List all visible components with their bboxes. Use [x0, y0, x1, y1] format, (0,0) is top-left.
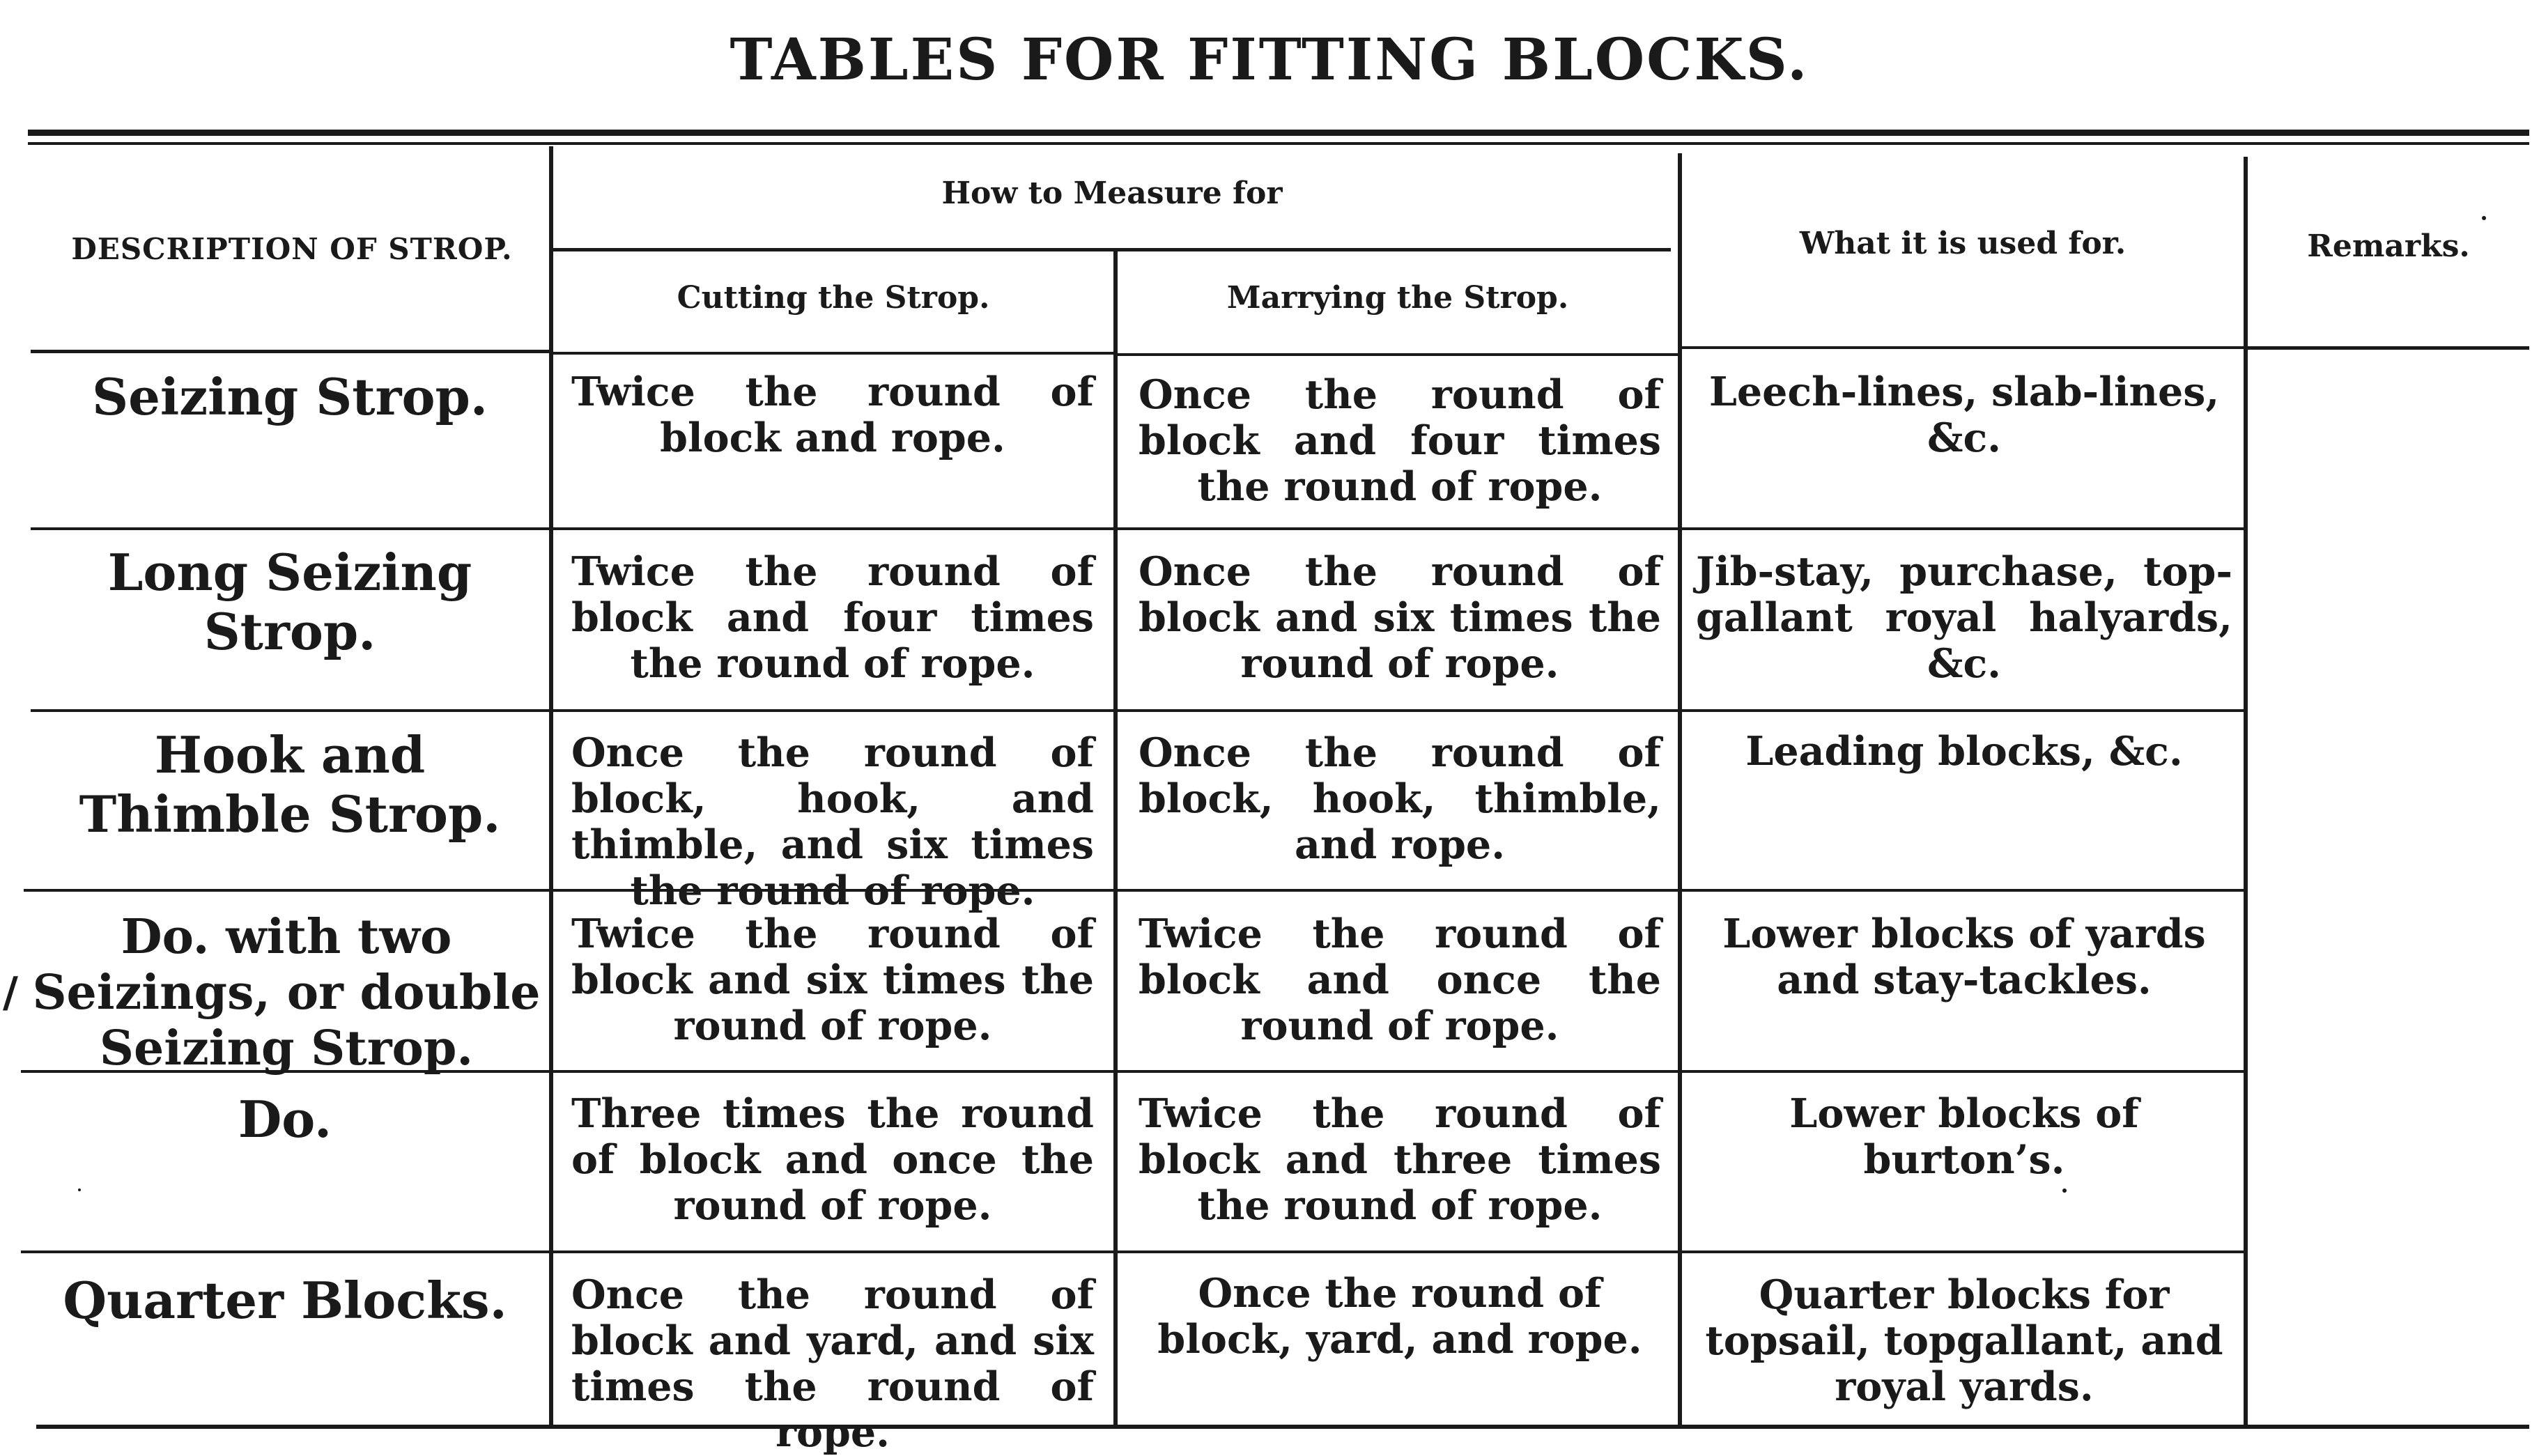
row-5-cutting: Three times the round of block and once the round of rope.: [571, 1090, 1094, 1229]
row-4-marrying: Twice the round of block and once the round of rope.: [1139, 911, 1661, 1049]
row-5-marrying: Twice the round of block and three times the round of rope.: [1139, 1090, 1661, 1229]
row-6-marrying: Once the round of block, yard, and rope.: [1157, 1270, 1642, 1363]
header-remarks: Remarks.: [2307, 229, 2470, 264]
scan-speck: [2482, 216, 2486, 220]
row-1-used-for: Leech-lines, slab-lines, &c.: [1708, 369, 2220, 461]
row-3-description: Hook and Thimble Strop.: [79, 725, 501, 844]
row-4-cutting: Twice the round of block and six times the round of rope.: [571, 911, 1094, 1049]
row-2-description: Long Seizing Strop.: [107, 543, 472, 661]
row-1-cutting: Twice the round of block and rope.: [571, 369, 1094, 461]
column-divider-2: [1113, 251, 1118, 1425]
header-description: DESCRIPTION OF STROP.: [71, 232, 513, 266]
header-bottom-rule-desc: [31, 350, 549, 353]
row-5-used-for: Lower blocks of burton’s.: [1789, 1090, 2139, 1183]
header-bottom-rule-marrying: [1118, 353, 1678, 356]
row-1-description: Seizing Strop.: [92, 367, 488, 426]
row-separator-5: [21, 1250, 2244, 1253]
pen-stroke-mark: /: [3, 968, 18, 1017]
header-used-for: What it is used for.: [1799, 226, 2127, 261]
header-how-to-measure: How to Measure for: [941, 176, 1283, 211]
row-6-used-for: Quarter blocks for topsail, topgallant, and royal yards.: [1705, 1271, 2223, 1410]
top-rule-thin: [28, 142, 2529, 145]
row-3-cutting: Once the round of block, hook, and thimble, and six times the round of rope.: [571, 729, 1094, 914]
row-2-cutting: Twice the round of block and four times the round of rope.: [571, 548, 1094, 687]
row-separator-2: [31, 709, 2244, 712]
header-bottom-rule-cutting: [553, 352, 1113, 355]
row-4-description: Do. with two Seizings, or double Seizing Strop.: [32, 909, 541, 1077]
row-3-marrying: Once the round of block, hook, thimble, and rope.: [1139, 729, 1661, 868]
header-cutting: Cutting the Strop.: [677, 280, 990, 316]
row-6-description: Quarter Blocks.: [63, 1271, 507, 1330]
row-2-marrying: Once the round of block and six times the round of rope.: [1139, 548, 1661, 687]
row-3-used-for: Leading blocks, &c.: [1745, 728, 2183, 775]
row-2-used-for: Jib-stay, purchase, top-gallant royal halyards, &c.: [1696, 548, 2232, 687]
header-marrying: Marrying the Strop.: [1226, 280, 1569, 316]
header-bottom-rule-usedfor: [1682, 346, 2244, 349]
row-separator-3: [24, 889, 2244, 892]
bottom-rule: [36, 1425, 2529, 1429]
scan-speck: [78, 1188, 81, 1191]
header-bottom-rule-remarks: [2248, 346, 2529, 350]
top-rule-thick: [28, 130, 2529, 136]
row-separator-1: [31, 527, 2244, 530]
measure-subheader-rule: [553, 248, 1671, 251]
column-divider-1: [549, 146, 553, 1425]
row-1-marrying: Once the round of block and four times the round of rope.: [1139, 371, 1661, 510]
row-4-used-for: Lower blocks of yards and stay-tackles.: [1722, 911, 2206, 1003]
column-divider-3: [1678, 153, 1682, 1425]
row-5-description: Do.: [238, 1090, 332, 1149]
scan-speck: [2062, 1188, 2067, 1193]
page-title: TABLES FOR FITTING BLOCKS.: [730, 26, 1809, 93]
row-6-cutting: Once the round of block and yard, and six times the round of rope.: [571, 1271, 1094, 1456]
